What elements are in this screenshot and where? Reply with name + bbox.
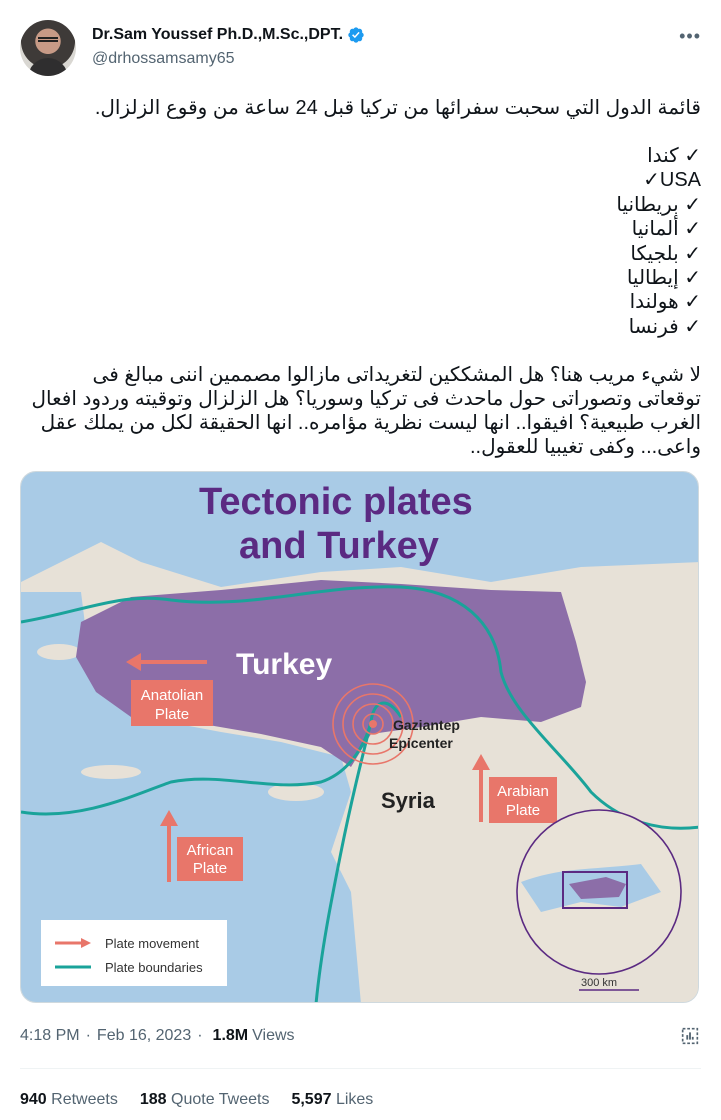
likes-label: Likes xyxy=(335,1091,374,1108)
country-item: ✓ بلجيكا xyxy=(630,242,701,265)
verified-badge-icon xyxy=(347,26,365,44)
engagement-stats xyxy=(20,1088,395,1112)
closing-line: واعى... وكفى تغيبيا للعقول.. xyxy=(470,436,701,459)
meta-separator: · xyxy=(85,1027,91,1044)
analytics-icon[interactable] xyxy=(679,1025,701,1047)
closing-line: لا شيء مريب هنا؟ هل المشككين لتغريداتى مازالوا مصممين اننى مبالغ فى xyxy=(92,364,701,387)
map-title-line2: and Turkey xyxy=(239,525,439,567)
tweet-date[interactable]: Feb 16, 2023 xyxy=(96,1027,192,1044)
tweet-time[interactable]: 4:18 PM xyxy=(20,1027,80,1044)
likes-stat[interactable] xyxy=(291,1091,373,1109)
island xyxy=(37,644,81,660)
closing-line: توقعاتى وتصوراتى حول ماحدث فى تركيا وسوريا؟ هل الزلزال وتوقيته وردود افعال xyxy=(31,388,701,411)
likes-count: 5,597 xyxy=(291,1091,332,1108)
closing-line: الغرب طبيعية؟ افيقوا.. انها ليست نظرية مؤامره.. انها الحقيقة لكل من يملك عقل xyxy=(40,412,701,435)
african-label-line1: African xyxy=(186,842,234,859)
tweet-meta xyxy=(20,1022,295,1050)
epicenter-label-line1: Gaziantep xyxy=(393,717,460,733)
views-count: 1.8M xyxy=(212,1027,249,1044)
arabian-label-line1: Arabian xyxy=(497,783,549,800)
map-title-line1: Tectonic plates xyxy=(199,481,473,523)
arabian-label-line2: Plate xyxy=(505,802,541,819)
legend-box xyxy=(41,920,227,986)
avatar-body xyxy=(28,58,68,76)
tweet-text xyxy=(20,96,701,459)
tweet-intro: قائمة الدول التي سحبت سفرائها من تركيا قبل 24 ساعة من وقوع الزلزال. xyxy=(94,97,701,119)
country-item: ✓ هولندا xyxy=(629,291,701,314)
country-item: ✓ بريطانيا xyxy=(616,193,701,216)
country-item: ✓ كندا xyxy=(647,145,701,167)
retweets-count: 940 xyxy=(20,1091,47,1108)
quotes-stat[interactable] xyxy=(140,1091,270,1109)
quotes-count: 188 xyxy=(139,1091,167,1108)
views-label: Views xyxy=(252,1027,295,1044)
legend-movement-label: Plate movement xyxy=(105,936,199,951)
epicenter-dot xyxy=(369,720,377,728)
epicenter-label-line2: Epicenter xyxy=(389,735,453,751)
retweets-label: Retweets xyxy=(51,1091,118,1108)
name-row xyxy=(92,26,365,44)
retweets-stat[interactable] xyxy=(20,1091,118,1109)
tweet-header xyxy=(20,20,701,76)
anatolian-label-line2: Plate xyxy=(154,706,190,723)
avatar[interactable] xyxy=(20,20,76,76)
tweet-media-image[interactable] xyxy=(20,471,699,1003)
more-icon[interactable]: ••• xyxy=(679,26,701,46)
syria-label: Syria xyxy=(381,788,435,813)
country-item: USA✓ xyxy=(643,169,701,192)
quotes-label: Quote Tweets xyxy=(171,1091,270,1108)
avatar-glasses xyxy=(38,37,58,42)
tweet-closing xyxy=(20,363,701,459)
tectonic-map xyxy=(21,472,699,1003)
anatolian-label-line1: Anatolian xyxy=(140,687,204,704)
crete-island xyxy=(81,765,141,779)
divider xyxy=(20,1068,701,1069)
country-item: ✓ إيطاليا xyxy=(626,266,701,289)
scale-label: 300 km xyxy=(580,977,618,989)
display-name[interactable]: Dr.Sam Youssef Ph.D.,M.Sc.,DPT. xyxy=(92,26,344,43)
country-item: ✓ ألمانيا xyxy=(631,218,701,241)
legend-boundaries-label: Plate boundaries xyxy=(105,960,203,975)
country-list xyxy=(20,144,701,339)
user-handle[interactable]: @drhossamsamy65 xyxy=(92,50,235,67)
african-label-line2: Plate xyxy=(192,860,228,877)
meta-separator: · xyxy=(197,1027,203,1044)
country-item: ✓ فرنسا xyxy=(628,315,701,338)
turkey-label: Turkey xyxy=(236,648,333,681)
